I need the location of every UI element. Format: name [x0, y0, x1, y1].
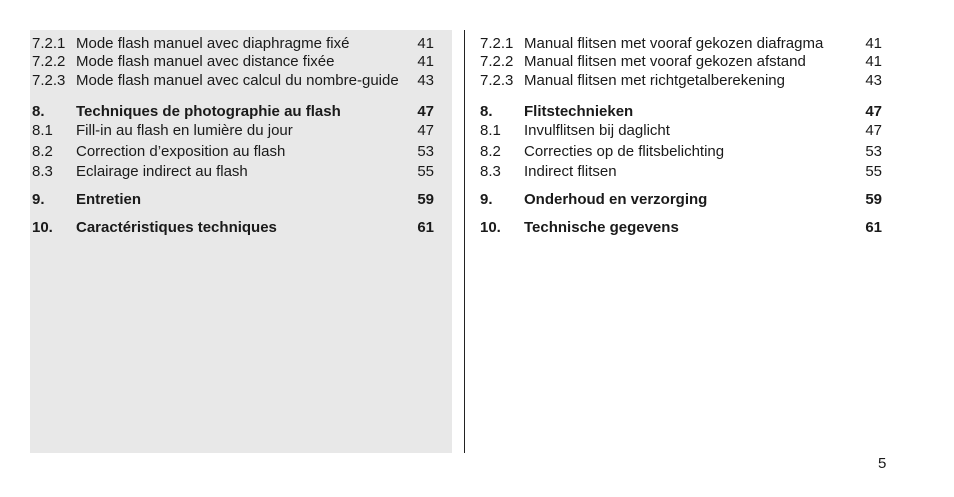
toc-section-row — [30, 34, 452, 54]
toc-chapter-row — [478, 218, 888, 238]
toc-title: Technische gegevens — [524, 219, 679, 236]
toc-num: 8.1 — [480, 122, 501, 139]
toc-page: 41 — [417, 35, 434, 52]
toc-page: 47 — [865, 122, 882, 139]
toc-num: 8.2 — [480, 143, 501, 160]
toc-page: 47 — [865, 103, 882, 120]
toc-num: 10. — [32, 219, 53, 236]
toc-page: 53 — [865, 143, 882, 160]
toc-num: 7.2.2 — [480, 53, 514, 70]
toc-title: Onderhoud en verzorging — [524, 191, 708, 208]
toc-title: Eclairage indirect au flash — [76, 163, 248, 180]
toc-section-row — [478, 162, 888, 182]
toc-section-row — [478, 142, 888, 162]
toc-page: 55 — [865, 163, 882, 180]
toc-section-row — [478, 71, 888, 91]
toc-chapter-row — [478, 190, 888, 210]
toc-section-row — [478, 52, 888, 72]
toc-page: 53 — [417, 143, 434, 160]
toc-page: 61 — [417, 219, 434, 236]
toc-num: 7.2.3 — [480, 72, 514, 89]
toc-page: 43 — [417, 72, 434, 89]
toc-title: Caractéristiques techniques — [76, 219, 277, 236]
toc-page: 47 — [417, 103, 434, 120]
toc-title: Invulflitsen bij daglicht — [524, 122, 670, 139]
column-divider — [464, 30, 465, 453]
toc-title: Flitstechnieken — [524, 103, 634, 120]
toc-chapter-row — [30, 218, 452, 238]
toc-num: 7.2.1 — [32, 35, 66, 52]
toc-num: 8.1 — [32, 122, 53, 139]
page-number: 5 — [878, 455, 887, 472]
toc-page: 59 — [417, 191, 434, 208]
toc-section-row — [30, 142, 452, 162]
toc-title: Manual flitsen met vooraf gekozen afstand — [524, 53, 806, 70]
toc-title: Mode flash manuel avec diaphragme fixé — [76, 35, 350, 52]
toc-chapter-row — [478, 102, 888, 122]
toc-title: Indirect flitsen — [524, 163, 617, 180]
toc-title: Techniques de photographie au flash — [76, 103, 341, 120]
toc-section-row — [30, 71, 452, 91]
toc-page: 59 — [865, 191, 882, 208]
toc-num: 8. — [32, 103, 45, 120]
toc-chapter-row — [30, 102, 452, 122]
toc-section-row — [478, 34, 888, 54]
toc-page: 41 — [417, 53, 434, 70]
toc-num: 8.2 — [32, 143, 53, 160]
toc-page: 41 — [865, 35, 882, 52]
toc-page: 61 — [865, 219, 882, 236]
toc-num: 9. — [480, 191, 493, 208]
toc-title: Correcties op de flitsbelichting — [524, 143, 725, 160]
toc-page: 41 — [865, 53, 882, 70]
toc-title: Mode flash manuel avec calcul du nombre-guide — [76, 72, 399, 89]
toc-num: 8. — [480, 103, 493, 120]
toc-title: Manual flitsen met richtgetalberekening — [524, 72, 785, 89]
toc-num: 7.2.3 — [32, 72, 66, 89]
toc-chapter-row — [30, 190, 452, 210]
toc-title: Fill-in au flash en lumière du jour — [76, 122, 293, 139]
toc-title: Correction d’exposition au flash — [76, 143, 286, 160]
toc-section-row — [30, 162, 452, 182]
toc-page: 43 — [865, 72, 882, 89]
toc-column-french — [30, 30, 452, 453]
toc-section-row — [30, 121, 452, 141]
toc-title: Mode flash manuel avec distance fixée — [76, 53, 335, 70]
toc-page: 55 — [417, 163, 434, 180]
toc-num: 7.2.1 — [480, 35, 514, 52]
toc-section-row — [478, 121, 888, 141]
toc-num: 7.2.2 — [32, 53, 66, 70]
toc-num: 9. — [32, 191, 45, 208]
toc-num: 8.3 — [32, 163, 53, 180]
toc-section-row — [30, 52, 452, 72]
toc-num: 10. — [480, 219, 501, 236]
toc-title: Manual flitsen met vooraf gekozen diafragma — [524, 35, 824, 52]
toc-num: 8.3 — [480, 163, 501, 180]
toc-page: 47 — [417, 122, 434, 139]
toc-title: Entretien — [76, 191, 142, 208]
